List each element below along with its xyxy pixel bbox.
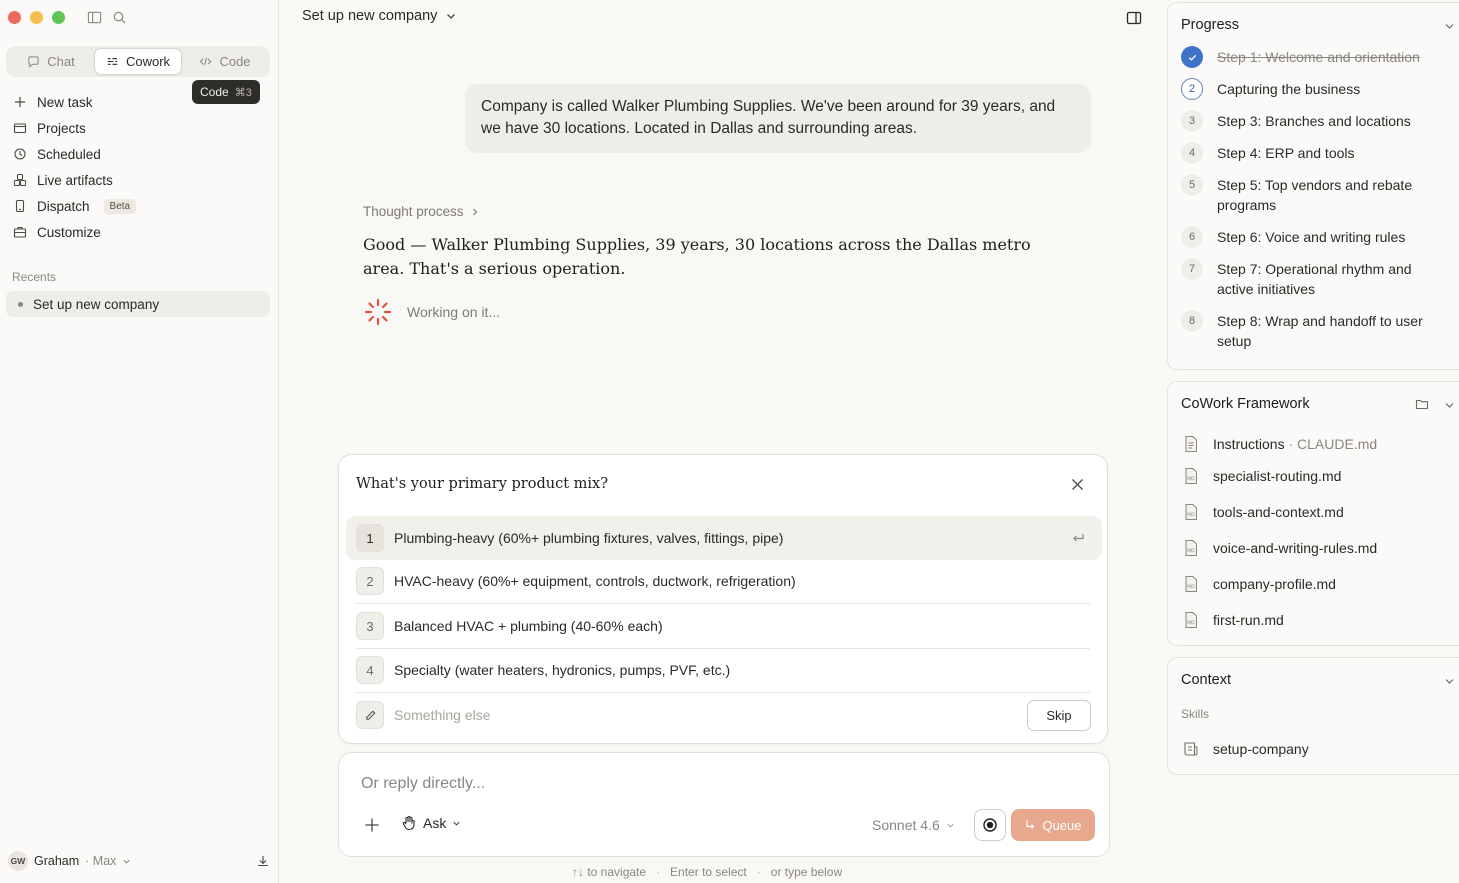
- mode-switch: [6, 46, 270, 77]
- search-icon[interactable]: [112, 10, 127, 25]
- phone-icon: [13, 199, 27, 213]
- option-something-else[interactable]: Something else: [346, 693, 1102, 737]
- sidebar-item-scheduled[interactable]: Scheduled: [6, 141, 270, 167]
- assistant-message: Good — Walker Plumbing Supplies, 39 years, 30 locations across the Dallas metro area. That's a serious operation.: [363, 235, 1031, 278]
- folder-icon: [13, 121, 27, 135]
- ask-mode-dropdown[interactable]: Ask: [401, 815, 461, 831]
- conversation-title[interactable]: Set up new company: [302, 8, 457, 24]
- question-title: What's your primary product mix?: [356, 476, 608, 492]
- progress-step: 6 Step 6: Voice and writing rules: [1181, 227, 1451, 248]
- folder-icon[interactable]: [1415, 397, 1429, 411]
- enter-key-icon: [1070, 530, 1086, 546]
- close-icon[interactable]: [1070, 477, 1085, 492]
- file-item[interactable]: Instructions · CLAUDE.md: [1181, 434, 1377, 454]
- right-panel: [1167, 0, 1459, 883]
- reply-input[interactable]: [361, 775, 961, 793]
- chevron-down-icon: [946, 821, 955, 830]
- markdown-file-icon: [1181, 466, 1201, 486]
- sidebar: [0, 0, 279, 883]
- question-card: [338, 454, 1108, 744]
- model-selector[interactable]: Sonnet 4.6: [872, 817, 955, 833]
- file-item[interactable]: MD first-run.md: [1181, 610, 1284, 630]
- svg-text:MD: MD: [1187, 621, 1195, 626]
- attach-plus-icon[interactable]: [363, 816, 381, 834]
- artifacts-icon: [13, 173, 27, 187]
- progress-step: 5 Step 5: Top vendors and rebate programs: [1181, 175, 1451, 215]
- minimize-window-button[interactable]: [30, 11, 43, 24]
- sidebar-item-live-artifacts[interactable]: Live artifacts: [6, 167, 270, 193]
- cowork-icon: [106, 55, 119, 68]
- context-card: [1167, 657, 1459, 775]
- file-item[interactable]: MD voice-and-writing-rules.md: [1181, 538, 1377, 558]
- file-item[interactable]: MD company-profile.md: [1181, 574, 1336, 594]
- user-menu[interactable]: [8, 851, 270, 871]
- markdown-file-icon: [1181, 574, 1201, 594]
- skills-label: Skills: [1181, 707, 1210, 721]
- sidebar-item-dispatch[interactable]: Dispatch Beta: [6, 193, 270, 219]
- maximize-window-button[interactable]: [52, 11, 65, 24]
- tab-code[interactable]: Code: [182, 48, 268, 75]
- user-name: Graham: [34, 854, 80, 868]
- sidebar-item-new-task[interactable]: New task: [6, 89, 270, 115]
- record-icon: [982, 817, 998, 833]
- spinner-icon: [363, 297, 393, 327]
- progress-step: Step 1: Welcome and orientation: [1181, 47, 1451, 68]
- queue-arrow-icon: [1024, 819, 1036, 831]
- progress-step: 7 Step 7: Operational rhythm and active initiatives: [1181, 259, 1451, 299]
- sidebar-toggle-icon[interactable]: [87, 10, 102, 25]
- user-message: Company is called Walker Plumbing Supplies. We've been around for 39 years, and we have 30 locations. Located in Dallas and surrounding areas.: [465, 84, 1091, 153]
- chevron-down-icon: [1444, 21, 1455, 32]
- download-icon[interactable]: [256, 854, 270, 868]
- markdown-file-icon: [1181, 610, 1201, 630]
- avatar: GW: [8, 851, 28, 871]
- recent-item[interactable]: Set up new company: [6, 291, 270, 317]
- record-button[interactable]: [974, 809, 1006, 841]
- markdown-file-icon: [1181, 538, 1201, 558]
- composer: [338, 752, 1110, 857]
- skip-button[interactable]: Skip: [1027, 700, 1091, 731]
- skill-item[interactable]: setup-company: [1181, 739, 1309, 759]
- svg-text:MD: MD: [1187, 585, 1195, 590]
- progress-step: 2 Capturing the business: [1181, 79, 1451, 100]
- pencil-icon: [356, 701, 384, 729]
- checkmark-icon: [1181, 46, 1203, 68]
- chevron-right-icon: [470, 207, 480, 217]
- option-2[interactable]: 2 HVAC-heavy (60%+ equipment, controls, ductwork, refrigeration): [346, 559, 1102, 603]
- progress-header[interactable]: Progress: [1168, 3, 1459, 47]
- briefcase-icon: [13, 225, 27, 239]
- chevron-down-icon: [1444, 676, 1455, 687]
- clock-icon: [13, 147, 27, 161]
- progress-step: 3 Step 3: Branches and locations: [1181, 111, 1451, 132]
- option-3[interactable]: 3 Balanced HVAC + plumbing (40-60% each): [346, 604, 1102, 648]
- chevron-down-icon: [122, 857, 131, 866]
- window-controls: [8, 11, 65, 24]
- skill-scroll-icon: [1181, 739, 1201, 759]
- document-icon: [1181, 434, 1201, 454]
- markdown-file-icon: [1181, 502, 1201, 522]
- sidebar-nav: [6, 89, 270, 245]
- progress-card: [1167, 2, 1459, 370]
- recents-label: Recents: [12, 270, 57, 284]
- framework-card: [1167, 381, 1459, 646]
- tab-cowork[interactable]: Cowork: [94, 48, 182, 75]
- working-indicator: Working on it...: [363, 297, 500, 327]
- thought-process-toggle[interactable]: Thought process: [363, 204, 480, 219]
- user-plan: · Max: [85, 854, 117, 868]
- queue-button[interactable]: Queue: [1011, 809, 1095, 841]
- panel-toggle-icon[interactable]: [1126, 10, 1142, 26]
- svg-text:MD: MD: [1187, 549, 1195, 554]
- progress-step: 4 Step 4: ERP and tools: [1181, 143, 1451, 164]
- beta-badge: Beta: [104, 199, 137, 214]
- svg-text:MD: MD: [1187, 513, 1195, 518]
- option-4[interactable]: 4 Specialty (water heaters, hydronics, pumps, PVF, etc.): [346, 648, 1102, 692]
- keyboard-hints: ↑↓ to navigate · Enter to select · or type below: [572, 865, 843, 879]
- main-pane: [280, 0, 1167, 883]
- option-1[interactable]: 1 Plumbing-heavy (60%+ plumbing fixtures, valves, fittings, pipe): [346, 516, 1102, 560]
- chevron-down-icon: [1444, 400, 1455, 411]
- hand-icon: [401, 815, 417, 831]
- plus-icon: [13, 95, 27, 109]
- tab-chat[interactable]: Chat: [8, 48, 94, 75]
- svg-text:MD: MD: [1187, 477, 1195, 482]
- chat-icon: [27, 55, 40, 68]
- chevron-down-icon: [445, 10, 457, 22]
- sidebar-item-customize[interactable]: Customize: [6, 219, 270, 245]
- file-item[interactable]: MD specialist-routing.md: [1181, 466, 1341, 486]
- framework-header[interactable]: CoWork Framework: [1168, 382, 1459, 426]
- file-item[interactable]: MD tools-and-context.md: [1181, 502, 1344, 522]
- active-dot-icon: [18, 302, 23, 307]
- progress-step: 8 Step 8: Wrap and handoff to user setup: [1181, 311, 1451, 351]
- close-window-button[interactable]: [8, 11, 21, 24]
- code-tooltip: Code ⌘3: [192, 80, 260, 104]
- context-header[interactable]: Context: [1168, 658, 1459, 702]
- sidebar-item-projects[interactable]: Projects: [6, 115, 270, 141]
- chevron-down-icon: [452, 819, 461, 828]
- code-icon: [199, 55, 212, 68]
